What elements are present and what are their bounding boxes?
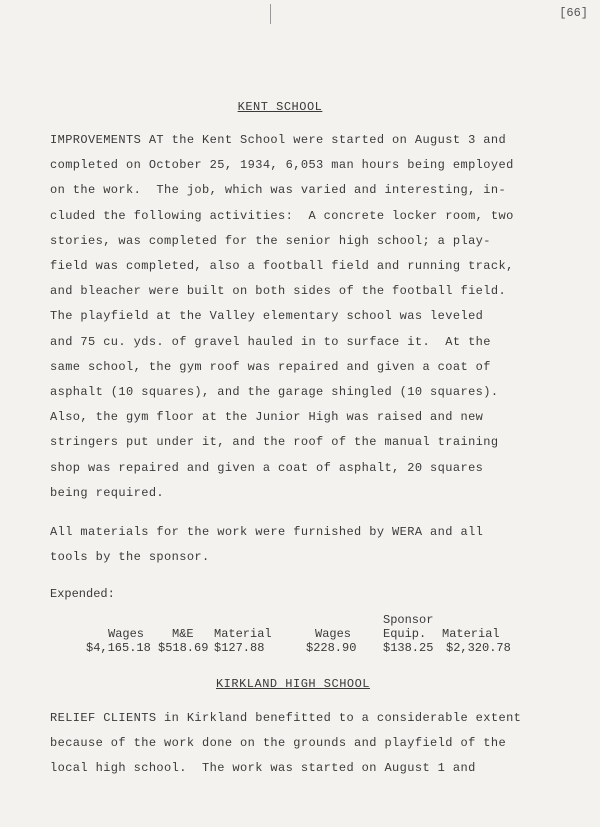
text-line: All materials for the work were furnished by WERA and all [50,525,484,539]
sponsor-wages-value: $228.90 [306,641,357,655]
text-line: being required. [50,485,165,500]
text-line: stories, was completed for the senior high school; a play- [50,233,491,248]
section-heading-kirkland-high-school: KIRKLAND HIGH SCHOOL [215,677,371,691]
kirkland-paragraph [50,706,550,782]
sponsor-material-value: $2,320.78 [446,641,511,655]
sponsor-material-header: Material [442,627,500,641]
wera-material-value: $127.88 [214,641,265,655]
section-heading-kent-school: KENT SCHOOL [237,100,323,114]
wera-wages-value: $4,165.18 [86,641,151,655]
text-line: asphalt (10 squares), and the garage shingled (10 squares). [50,385,499,400]
text-line: on the work. The job, which was varied and interesting, in- [50,183,507,198]
sponsor-group-header: Sponsor [383,613,434,627]
text-line: local high school. The work was started on August 1 and [50,761,476,776]
wera-me-header: M&E [172,627,194,641]
wera-material-header: Material [214,627,272,641]
sponsor-equip-header: Equip. [383,627,427,641]
text-line: and bleacher were built on both sides of the football field. [50,284,507,299]
sponsor-equip-value: $138.25 [383,641,434,655]
page-number: [66] [559,6,588,20]
text-line: tools by the sponsor. [50,550,210,565]
text-line: RELIEF CLIENTS in Kirkland benefitted to a considerable extent [50,711,522,725]
text-line: same school, the gym roof was repaired and given a coat of [50,359,491,374]
text-line: Also, the gym floor at the Junior High was raised and new [50,410,484,425]
text-line: stringers put under it, and the roof of the manual training [50,435,499,450]
text-line: IMPROVEMENTS AT the Kent School were started on August 3 and [50,133,507,147]
text-line: shop was repaired and given a coat of asphalt, 20 squares [50,460,484,475]
text-line: because of the work done on the grounds and playfield of the [50,736,507,751]
text-line: and 75 cu. yds. of gravel hauled in to surface it. At the [50,334,491,349]
text-line: completed on October 25, 1934, 6,053 man hours being employed [50,158,514,173]
sponsor-wages-header: Wages [315,627,352,641]
text-line: field was completed, also a football field and running track, [50,259,514,274]
wera-me-value: $518.69 [158,641,209,655]
expended-label: Expended: [50,587,115,601]
text-line: The playfield at the Valley elementary school was leveled [50,309,484,324]
text-line: cluded the following activities: A concrete locker room, two [50,208,514,223]
wera-wages-header: Wages [108,627,145,641]
